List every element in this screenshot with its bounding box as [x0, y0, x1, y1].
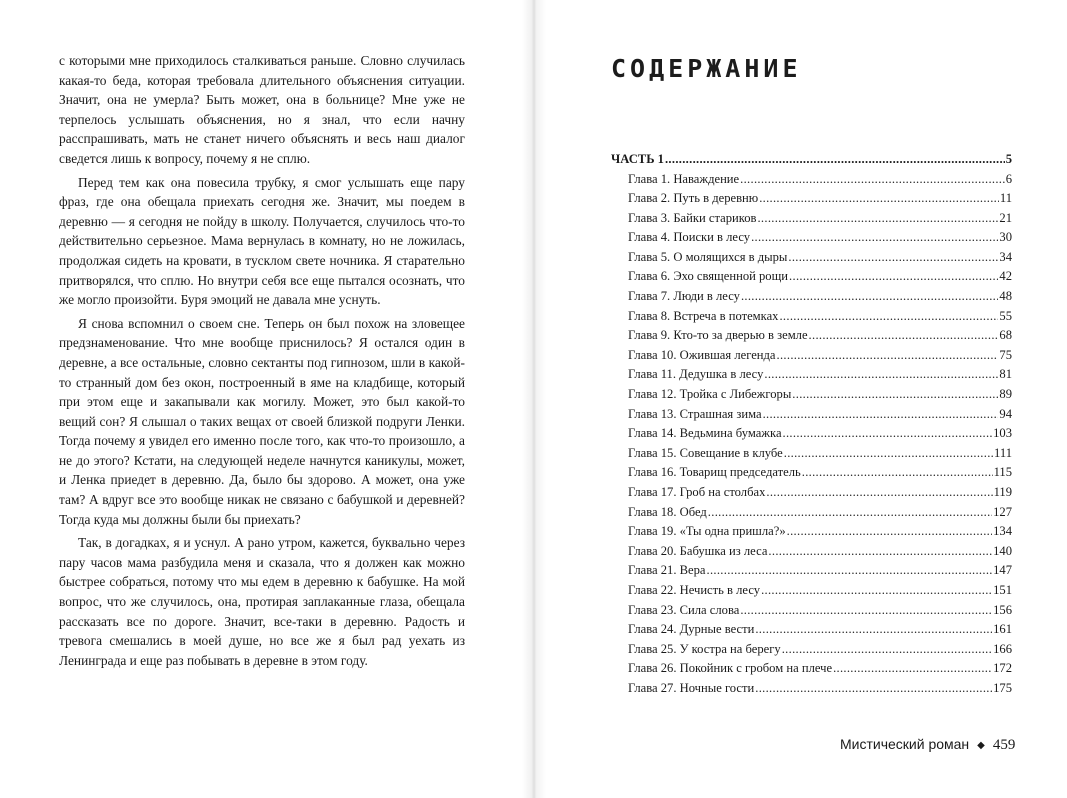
toc-leader-dots	[759, 189, 999, 209]
toc-chapter-entry	[611, 365, 1012, 385]
paragraph: Перед тем как она повесила трубку, я смог услышать еще пару фраз, где она обещала приехать сегодня же. Значит, мы поедем в деревню — я сегодня не пойду в школу. Получается, случилось что-то действительно серьезное. Мама вернулась в комнату, но не ложилась, продолжая сидеть на кровати, в тусклом свете ночника. Я старательно притворялся, что сплю. Но внутри себя все еще пытался осознать, что же могло произойти. Буря эмоций не давала мне уснуть.	[59, 174, 465, 308]
toc-chapter-label: Глава 13. Страшная зима	[628, 406, 762, 421]
paragraph: Так, в догадках, я и уснул. А рано утром, кажется, буквально через пару часов мама разбудила меня и сказала, что я должен как можно быстрее собраться, потому что мы едем в деревню к бабушке. На мой вопрос, что же случилось, она, протирая заплаканные глаза, обещала рассказать все по дороге. Значит, все-таки в деревню. Радость и тревога смешались в моей душе, но все же я был рад уехать из Ленинграда и еще раз побывать в деревне в этом году.	[59, 535, 465, 668]
toc-leader-dots	[755, 620, 992, 640]
toc-chapter-entry	[611, 326, 1012, 346]
toc-leader-dots	[779, 307, 998, 327]
toc-chapter-entry	[611, 620, 1012, 640]
toc-chapter-entry	[611, 189, 1012, 209]
toc-chapter-page: 111	[994, 445, 1012, 460]
toc-chapter-page: 81	[999, 367, 1012, 382]
diamond-separator-icon: ◆	[977, 740, 985, 751]
toc-chapter-label: Глава 21. Вера	[628, 563, 706, 578]
toc-leader-dots	[665, 149, 1005, 170]
toc-chapter-entry	[611, 483, 1012, 503]
toc-chapter-page: 156	[993, 602, 1012, 617]
toc-part-entry	[611, 149, 1012, 170]
toc-chapter-entry	[611, 346, 1012, 366]
toc-leader-dots	[783, 424, 993, 444]
toc-leader-dots	[740, 601, 992, 621]
toc-chapter-page: 161	[993, 622, 1012, 637]
toc-chapter-page: 140	[993, 543, 1012, 558]
toc-chapter-label: Глава 3. Байки стариков	[628, 210, 757, 225]
toc-chapter-label: Глава 25. У костра на берегу	[628, 641, 781, 656]
toc-chapter-page: 48	[999, 289, 1012, 304]
toc-leader-dots	[784, 444, 993, 464]
toc-chapter-entry	[611, 542, 1012, 562]
running-title: Мистический роман	[840, 736, 970, 752]
toc-leader-dots	[707, 561, 993, 581]
toc-chapter-label: Глава 6. Эхо священной рощи	[628, 269, 789, 284]
toc-leader-dots	[792, 385, 998, 405]
toc-chapter-entry	[611, 287, 1012, 307]
toc-chapter-page: 134	[993, 524, 1012, 539]
toc-chapter-page: 147	[993, 563, 1012, 578]
toc-leader-dots	[788, 248, 998, 268]
toc-chapter-label: Глава 26. Покойник с гробом на плече	[628, 661, 833, 676]
toc-chapter-entry	[611, 581, 1012, 601]
toc-chapter-entry	[611, 267, 1012, 287]
toc-chapter-entry	[611, 503, 1012, 523]
toc-leader-dots	[740, 170, 1005, 190]
running-footer	[840, 736, 1015, 754]
toc-chapter-label: Глава 24. Дурные вести	[628, 622, 755, 637]
toc-chapter-entry	[611, 679, 1012, 699]
toc-leader-dots	[708, 503, 992, 523]
toc-chapter-entry	[611, 209, 1012, 229]
toc-chapter-label: Глава 14. Ведьмина бумажка	[628, 426, 782, 441]
toc-chapter-label: Глава 2. Путь в деревню	[628, 191, 759, 206]
toc-chapter-label: Глава 12. Тройка с Либежгоры	[628, 387, 792, 402]
toc-leader-dots	[777, 346, 999, 366]
toc-chapter-page: 34	[999, 249, 1012, 264]
toc-leader-dots	[761, 581, 992, 601]
toc-chapter-page: 151	[993, 582, 1012, 597]
toc-chapter-page: 119	[993, 485, 1012, 499]
toc-chapter-label: Глава 19. «Ты одна пришла?»	[628, 524, 786, 539]
toc-chapter-entry	[611, 405, 1012, 425]
page-number: 459	[992, 737, 1016, 753]
toc-chapter-page: 21	[999, 210, 1012, 225]
toc-leader-dots	[763, 405, 999, 425]
toc-leader-dots	[802, 463, 993, 483]
toc-chapter-label: Глава 23. Сила слова	[628, 602, 740, 617]
toc-chapter-entry	[611, 424, 1012, 444]
toc-chapter-label: Глава 7. Люди в лесу	[628, 289, 740, 304]
toc-chapter-page: 94	[999, 406, 1012, 421]
toc-chapter-entry	[611, 463, 1012, 483]
toc-chapter-page: 55	[999, 308, 1012, 323]
toc-chapter-page: 172	[993, 661, 1012, 676]
toc-chapter-label: Глава 9. Кто-то за дверью в земле	[628, 328, 808, 343]
toc-part-label: ЧАСТЬ 1	[611, 152, 664, 166]
toc-leader-dots	[741, 287, 998, 307]
toc-chapter-label: Глава 27. Ночные гости	[628, 680, 755, 695]
paragraph: с которыми мне приходилось сталкиваться раньше. Словно случилась какая-то беда, которая требовала длительного объяснения ситуации. Значит, она не умерла? Быть может, она в больнице? Мне уже не терпелось услышать объяснения, но я знал, что если начну расспрашивать, мать не станет ничего объяснять и весь наш диалог сведется лишь к вопросу, почему я не сплю.	[59, 53, 465, 166]
toc-chapter-label: Глава 18. Обед	[628, 504, 707, 519]
toc-chapter-label: Глава 10. Ожившая легенда	[628, 347, 776, 362]
toc-chapter-label: Глава 1. Наваждение	[628, 171, 740, 186]
toc-chapter-entry	[611, 659, 1012, 679]
toc-chapter-label: Глава 11. Дедушка в лесу	[628, 367, 764, 382]
toc-leader-dots	[809, 326, 999, 346]
toc-part-page: 5	[1005, 152, 1012, 166]
toc-leader-dots	[764, 365, 998, 385]
toc-title: СОДЕРЖАНИЕ	[611, 54, 802, 83]
toc-chapter-label: Глава 17. Гроб на столбах	[628, 485, 766, 499]
toc-leader-dots	[755, 679, 992, 699]
toc-chapter-entry	[611, 248, 1012, 268]
toc-leader-dots	[751, 228, 998, 248]
paragraph: Я снова вспомнил о своем сне. Теперь он был похож на зловещее предзнаменование. Что мне вообще приснилось? Я остался один в деревне, а все остальные, словно сектанты под гипнозом, шли в какой-то странный дом без окон, построенный в яме на кладбище, который при этом еще и закапывали как могилу. Может, это был какой-то вещий сон? Я слышал о таких вещах от своей близкой подруги Ленки. Тогда почему я увидел его именно после того, как что-то произошло, а не до этого? Кстати, на следующей неделе начнутся каникулы, может, и Ленка приедет в деревню. Да, было бы здорово. А может, она уже там? А вдруг все это вообще никак не связано с бабушкой и деревней? Тогда куда мы должны были бы приехать?	[59, 315, 465, 527]
table-of-contents	[611, 149, 1012, 699]
toc-chapter-label: Глава 5. О молящихся в дыры	[628, 249, 788, 264]
toc-chapter-label: Глава 15. Совещание в клубе	[628, 445, 783, 460]
toc-leader-dots	[768, 542, 992, 562]
toc-chapter-page: 127	[993, 504, 1012, 519]
toc-chapter-entry	[611, 601, 1012, 621]
toc-chapter-page: 11	[999, 191, 1012, 206]
toc-leader-dots	[782, 640, 992, 660]
toc-leader-dots	[787, 522, 992, 542]
toc-chapter-page: 166	[993, 641, 1012, 656]
toc-chapter-entry	[611, 170, 1012, 190]
toc-chapter-entry	[611, 522, 1012, 542]
body-text	[59, 51, 465, 674]
toc-chapter-entry	[611, 307, 1012, 327]
toc-chapter-label: Глава 22. Нечисть в лесу	[628, 582, 761, 597]
toc-leader-dots	[833, 659, 992, 679]
toc-chapter-page: 103	[993, 426, 1012, 441]
toc-chapter-page: 42	[999, 269, 1012, 284]
toc-chapter-entry	[611, 640, 1012, 660]
toc-chapter-entry	[611, 561, 1012, 581]
toc-chapter-entry	[611, 228, 1012, 248]
toc-chapter-label: Глава 16. Товарищ председатель	[628, 465, 801, 480]
toc-chapter-page: 30	[999, 230, 1012, 245]
toc-leader-dots	[766, 483, 992, 503]
toc-chapter-page: 89	[999, 387, 1012, 402]
toc-leader-dots	[789, 267, 998, 287]
toc-chapter-entry	[611, 385, 1012, 405]
toc-leader-dots	[757, 209, 998, 229]
toc-chapter-entry	[611, 444, 1012, 464]
toc-chapter-page: 175	[993, 680, 1012, 695]
toc-chapter-page: 68	[999, 328, 1012, 343]
toc-chapter-label: Глава 4. Поиски в лесу	[628, 230, 751, 245]
toc-chapter-page: 75	[999, 347, 1012, 362]
toc-chapter-page: 115	[993, 465, 1012, 480]
toc-chapter-label: Глава 20. Бабушка из леса	[628, 543, 768, 558]
toc-chapter-page: 6	[1005, 171, 1012, 186]
toc-chapter-label: Глава 8. Встреча в потемках	[628, 308, 779, 323]
